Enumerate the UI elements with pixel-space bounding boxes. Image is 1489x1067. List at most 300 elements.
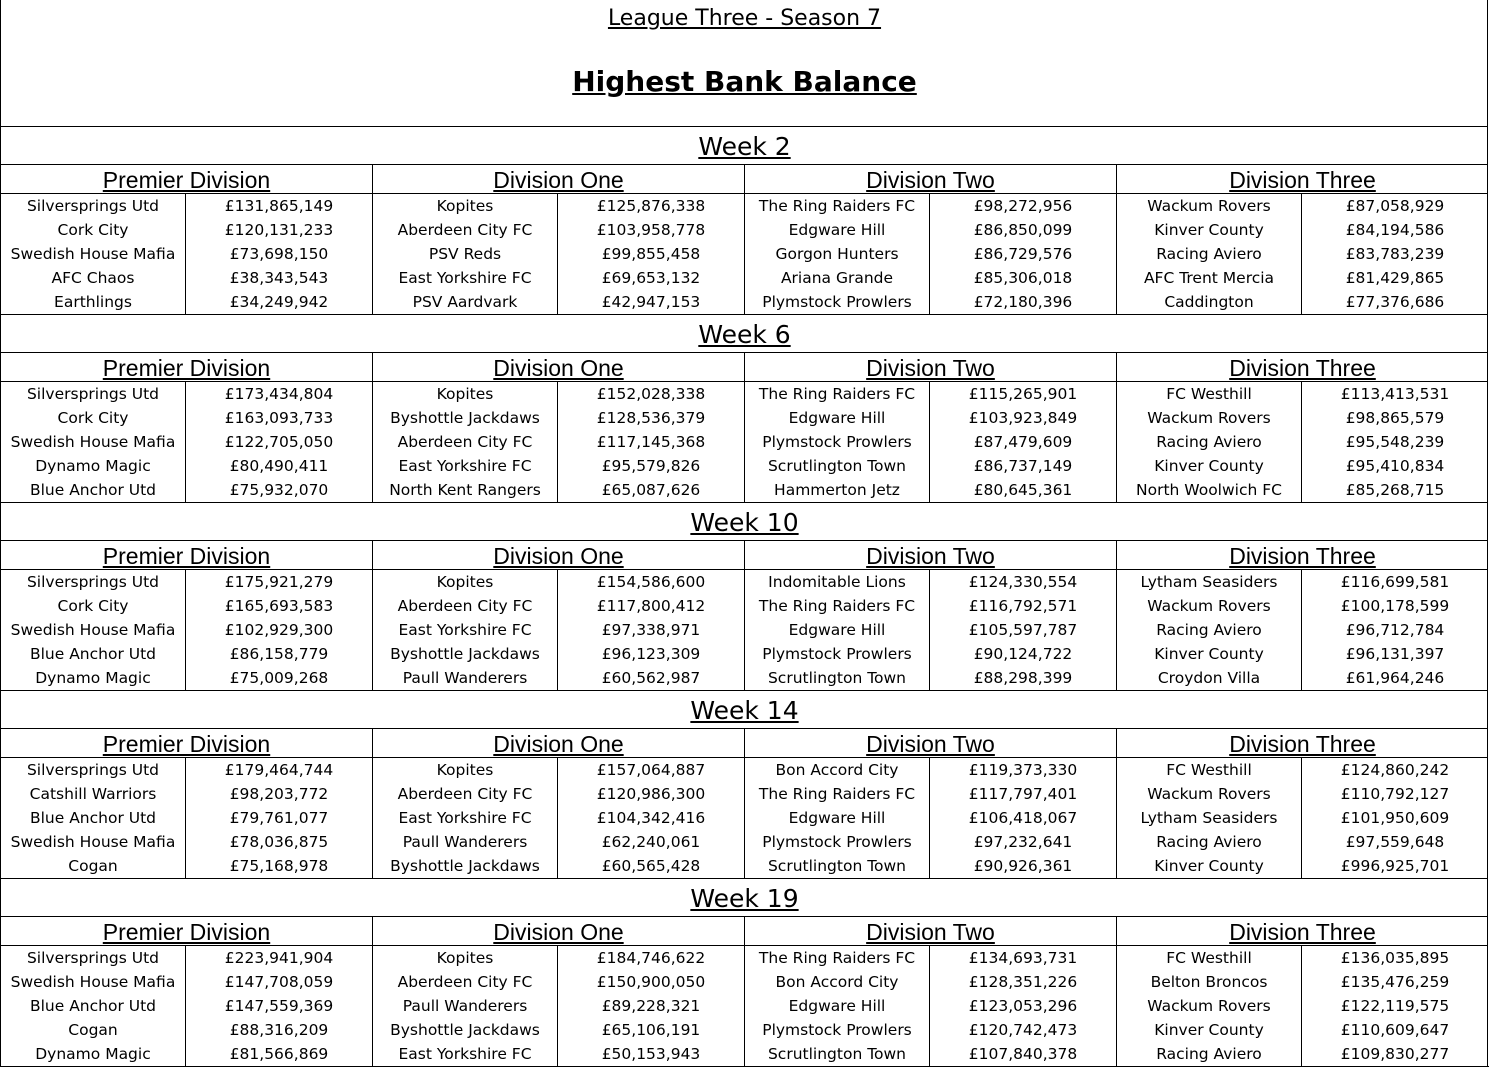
team-name-cell: Paull Wanderers [373, 830, 558, 854]
team-name-cell: East Yorkshire FC [373, 806, 558, 830]
bank-balance-cell: £173,434,804 [224, 385, 334, 403]
table-row [1117, 218, 1488, 242]
team-name-cell: AFC Trent Mercia [1117, 266, 1302, 290]
division-table [1117, 165, 1488, 314]
table-row [373, 242, 744, 266]
table-row [373, 594, 744, 618]
bank-balance-cell: £103,923,849 [968, 409, 1078, 427]
team-name-cell: Wackum Rovers [1117, 782, 1302, 806]
bank-balance-cell: £120,131,233 [224, 221, 334, 239]
week-title [1, 879, 1488, 917]
week-title [1, 315, 1488, 353]
team-name-cell: Kinver County [1117, 854, 1302, 878]
table-row [1, 242, 372, 266]
division-table [1, 541, 373, 690]
table-row [1, 194, 372, 218]
bank-balance-cell: £123,053,296 [968, 997, 1078, 1015]
bank-balance-cell: £147,559,369 [224, 997, 334, 1015]
team-name-cell: Plymstock Prowlers [745, 430, 930, 454]
week-title-text: Week 10 [690, 508, 799, 537]
table-row [373, 830, 744, 854]
team-name-cell: Wackum Rovers [1117, 194, 1302, 218]
bank-balance-cell: £124,860,242 [1340, 761, 1450, 779]
team-name-cell: Swedish House Mafia [1, 430, 186, 454]
team-name-cell: Swedish House Mafia [1, 242, 186, 266]
team-name-cell: Racing Aviero [1117, 830, 1302, 854]
divisions-row [1, 541, 1488, 690]
team-name-cell: The Ring Raiders FC [745, 594, 930, 618]
division-table [1117, 541, 1488, 690]
division-table [1117, 729, 1488, 878]
bank-balance-cell: £154,586,600 [596, 573, 706, 591]
team-name-cell: The Ring Raiders FC [745, 946, 930, 970]
division-table [745, 353, 1117, 502]
bank-balance-cell: £73,698,150 [229, 245, 329, 263]
bank-balance-cell: £116,699,581 [1340, 573, 1450, 591]
bank-balance-cell: £134,693,731 [968, 949, 1078, 967]
bank-balance-cell: £110,609,647 [1340, 1021, 1450, 1039]
team-name-cell: Dynamo Magic [1, 454, 186, 478]
table-row [745, 454, 1116, 478]
table-row [745, 430, 1116, 454]
bank-balance-cell: £83,783,239 [1345, 245, 1445, 263]
bank-balance-cell: £95,410,834 [1345, 457, 1445, 475]
bank-balance-cell: £89,228,321 [601, 997, 701, 1015]
division-name: Premier Division [102, 919, 271, 945]
bank-balance-cell: £179,464,744 [224, 761, 334, 779]
team-name-cell: Scrutlington Town [745, 854, 930, 878]
division-table [373, 165, 745, 314]
week-section [1, 878, 1488, 1066]
table-row [1117, 618, 1488, 642]
team-name-cell: FC Westhill [1117, 758, 1302, 782]
bank-balance-cell: £105,597,787 [968, 621, 1078, 639]
bank-balance-cell: £128,536,379 [596, 409, 706, 427]
division-header [1117, 729, 1488, 758]
bank-balance-cell: £87,479,609 [973, 433, 1073, 451]
weeks-container [1, 126, 1488, 1066]
bank-balance-cell: £135,476,259 [1340, 973, 1450, 991]
team-name-cell: Cogan [1, 854, 186, 878]
table-row [373, 618, 744, 642]
team-name-cell: Bon Accord City [745, 970, 930, 994]
team-name-cell: Kopites [373, 382, 558, 406]
table-row [1, 454, 372, 478]
table-row [1, 782, 372, 806]
team-name-cell: Racing Aviero [1117, 1042, 1302, 1066]
team-name-cell: Aberdeen City FC [373, 782, 558, 806]
bank-balance-cell: £116,792,571 [968, 597, 1078, 615]
table-row [1, 994, 372, 1018]
bank-balance-cell: £175,921,279 [224, 573, 334, 591]
bank-balance-cell: £128,351,226 [968, 973, 1078, 991]
division-header [373, 917, 744, 946]
bank-balance-cell: £120,986,300 [596, 785, 706, 803]
team-name-cell: Aberdeen City FC [373, 430, 558, 454]
division-header [745, 917, 1116, 946]
bank-balance-cell: £96,123,309 [601, 645, 701, 663]
table-row [745, 382, 1116, 406]
table-row [373, 1018, 744, 1042]
bank-balance-cell: £117,800,412 [596, 597, 706, 615]
table-row [373, 218, 744, 242]
team-name-cell: Dynamo Magic [1, 666, 186, 690]
bank-balance-cell: £61,964,246 [1345, 669, 1445, 687]
table-row [1117, 242, 1488, 266]
table-row [1117, 406, 1488, 430]
team-name-cell: North Kent Rangers [373, 478, 558, 502]
division-header [1117, 917, 1488, 946]
bank-balance-cell: £184,746,622 [596, 949, 706, 967]
table-row [1117, 854, 1488, 878]
table-row [373, 970, 744, 994]
team-name-cell: Gorgon Hunters [745, 242, 930, 266]
table-row [1, 806, 372, 830]
team-name-cell: PSV Reds [373, 242, 558, 266]
table-row [745, 666, 1116, 690]
table-row [373, 290, 744, 314]
table-row [373, 642, 744, 666]
team-name-cell: Edgware Hill [745, 406, 930, 430]
bank-balance-cell: £88,298,399 [973, 669, 1073, 687]
team-name-cell: Kinver County [1117, 218, 1302, 242]
team-name-cell: Cork City [1, 594, 186, 618]
table-row [1117, 290, 1488, 314]
table-row [1117, 946, 1488, 970]
team-name-cell: FC Westhill [1117, 382, 1302, 406]
table-row [1, 758, 372, 782]
bank-balance-cell: £107,840,378 [968, 1045, 1078, 1063]
table-row [1117, 782, 1488, 806]
table-row [1, 406, 372, 430]
bank-balance-cell: £88,316,209 [229, 1021, 329, 1039]
page-heading-text: Highest Bank Balance [572, 65, 917, 98]
division-name: Division Two [866, 919, 995, 945]
table-row [1117, 1018, 1488, 1042]
table-row [373, 946, 744, 970]
team-name-cell: Croydon Villa [1117, 666, 1302, 690]
table-row [1117, 994, 1488, 1018]
bank-balance-cell: £75,168,978 [229, 857, 329, 875]
division-header [745, 165, 1116, 194]
bank-balance-cell: £75,932,070 [229, 481, 329, 499]
table-row [1, 1042, 372, 1066]
team-name-cell: Silversprings Utd [1, 758, 186, 782]
bank-balance-cell: £97,232,641 [973, 833, 1073, 851]
team-name-cell: Lytham Seasiders [1117, 570, 1302, 594]
division-header [1, 917, 372, 946]
bank-balance-cell: £163,093,733 [224, 409, 334, 427]
team-name-cell: Kopites [373, 946, 558, 970]
bank-balance-cell: £62,240,061 [601, 833, 701, 851]
bank-balance-cell: £157,064,887 [596, 761, 706, 779]
division-table [745, 729, 1117, 878]
table-row [1117, 454, 1488, 478]
team-name-cell: Wackum Rovers [1117, 994, 1302, 1018]
table-row [1, 666, 372, 690]
divisions-row [1, 917, 1488, 1066]
bank-balance-cell: £86,850,099 [973, 221, 1073, 239]
division-name: Division One [493, 355, 624, 381]
table-row [373, 854, 744, 878]
week-title [1, 503, 1488, 541]
team-name-cell: Edgware Hill [745, 618, 930, 642]
team-name-cell: The Ring Raiders FC [745, 782, 930, 806]
table-row [745, 570, 1116, 594]
table-row [373, 782, 744, 806]
table-row [1, 618, 372, 642]
division-name: Premier Division [102, 355, 271, 381]
team-name-cell: East Yorkshire FC [373, 1042, 558, 1066]
table-row [373, 758, 744, 782]
table-row [1117, 266, 1488, 290]
team-name-cell: Kinver County [1117, 642, 1302, 666]
table-row [1, 430, 372, 454]
team-name-cell: Dynamo Magic [1, 1042, 186, 1066]
team-name-cell: Silversprings Utd [1, 570, 186, 594]
page-title [0, 4, 1489, 34]
team-name-cell: Racing Aviero [1117, 430, 1302, 454]
division-table [745, 541, 1117, 690]
week-title [1, 127, 1488, 165]
table-row [373, 570, 744, 594]
team-name-cell: Swedish House Mafia [1, 618, 186, 642]
table-row [1117, 642, 1488, 666]
week-title-text: Week 2 [698, 132, 791, 161]
bank-balance-cell: £95,579,826 [601, 457, 701, 475]
bank-balance-cell: £99,855,458 [601, 245, 701, 263]
team-name-cell: Catshill Warriors [1, 782, 186, 806]
bank-balance-cell: £102,929,300 [224, 621, 334, 639]
team-name-cell: Wackum Rovers [1117, 406, 1302, 430]
divisions-row [1, 165, 1488, 314]
bank-balance-cell: £34,249,942 [229, 293, 329, 311]
bank-balance-cell: £150,900,050 [596, 973, 706, 991]
division-name: Division Two [866, 167, 995, 193]
division-name: Division Three [1229, 355, 1376, 381]
team-name-cell: Kinver County [1117, 1018, 1302, 1042]
week-title [1, 691, 1488, 729]
division-table [745, 917, 1117, 1066]
bank-balance-cell: £60,565,428 [601, 857, 701, 875]
table-row [1, 290, 372, 314]
table-row [1117, 478, 1488, 502]
division-name: Division One [493, 731, 624, 757]
bank-balance-cell: £81,429,865 [1345, 269, 1445, 287]
bank-balance-cell: £115,265,901 [968, 385, 1078, 403]
team-name-cell: East Yorkshire FC [373, 618, 558, 642]
table-row [1, 266, 372, 290]
table-row [1, 478, 372, 502]
team-name-cell: Aberdeen City FC [373, 970, 558, 994]
table-row [745, 1042, 1116, 1066]
team-name-cell: Kopites [373, 194, 558, 218]
bank-balance-cell: £86,737,149 [973, 457, 1073, 475]
week-section [1, 502, 1488, 690]
division-table [1, 165, 373, 314]
table-row [745, 194, 1116, 218]
division-table [1, 917, 373, 1066]
bank-balance-cell: £110,792,127 [1340, 785, 1450, 803]
division-table [1117, 917, 1488, 1066]
team-name-cell: Cork City [1, 218, 186, 242]
table-row [1117, 806, 1488, 830]
division-table [1, 353, 373, 502]
team-name-cell: Plymstock Prowlers [745, 830, 930, 854]
team-name-cell: Scrutlington Town [745, 666, 930, 690]
team-name-cell: North Woolwich FC [1117, 478, 1302, 502]
bank-balance-cell: £117,797,401 [968, 785, 1078, 803]
team-name-cell: Wackum Rovers [1117, 594, 1302, 618]
table-row [1117, 194, 1488, 218]
table-row [373, 430, 744, 454]
division-name: Division One [493, 919, 624, 945]
table-row [373, 194, 744, 218]
table-row [745, 242, 1116, 266]
division-header [1117, 353, 1488, 382]
bank-balance-cell: £75,009,268 [229, 669, 329, 687]
bank-balance-cell: £78,036,875 [229, 833, 329, 851]
bank-balance-cell: £42,947,153 [601, 293, 701, 311]
page-title-text: League Three - Season 7 [607, 6, 882, 31]
division-name: Division Two [866, 355, 995, 381]
bank-balance-cell: £124,330,554 [968, 573, 1078, 591]
division-header [1117, 165, 1488, 194]
bank-balance-cell: £95,548,239 [1345, 433, 1445, 451]
table-row [1, 382, 372, 406]
team-name-cell: Byshottle Jackdaws [373, 854, 558, 878]
division-header [373, 729, 744, 758]
team-name-cell: Ariana Grande [745, 266, 930, 290]
division-header [1, 541, 372, 570]
week-title-text: Week 6 [698, 320, 791, 349]
table-row [1117, 594, 1488, 618]
team-name-cell: Paull Wanderers [373, 666, 558, 690]
team-name-cell: Byshottle Jackdaws [373, 406, 558, 430]
division-table [1117, 353, 1488, 502]
table-row [373, 266, 744, 290]
division-table [1, 729, 373, 878]
table-row [1117, 970, 1488, 994]
division-header [373, 541, 744, 570]
team-name-cell: Swedish House Mafia [1, 830, 186, 854]
bank-balance-cell: £65,087,626 [601, 481, 701, 499]
division-name: Premier Division [102, 167, 271, 193]
bank-balance-cell: £97,559,648 [1345, 833, 1445, 851]
bank-balance-cell: £38,343,543 [229, 269, 329, 287]
division-name: Division One [493, 167, 624, 193]
table-row [745, 266, 1116, 290]
table-row [1117, 758, 1488, 782]
bank-balance-cell: £117,145,368 [596, 433, 706, 451]
bank-balance-cell: £79,761,077 [229, 809, 329, 827]
division-name: Division One [493, 543, 624, 569]
division-name: Division Two [866, 543, 995, 569]
team-name-cell: Indomitable Lions [745, 570, 930, 594]
team-name-cell: The Ring Raiders FC [745, 194, 930, 218]
bank-balance-cell: £97,338,971 [601, 621, 701, 639]
bank-balance-cell: £122,119,575 [1340, 997, 1450, 1015]
bank-balance-cell: £90,124,722 [973, 645, 1073, 663]
bank-balance-cell: £98,272,956 [973, 197, 1073, 215]
week-title-text: Week 19 [690, 884, 799, 913]
team-name-cell: FC Westhill [1117, 946, 1302, 970]
team-name-cell: Silversprings Utd [1, 946, 186, 970]
bank-balance-cell: £65,106,191 [601, 1021, 701, 1039]
bank-balance-cell: £96,712,784 [1345, 621, 1445, 639]
table-row [745, 970, 1116, 994]
table-row [1117, 830, 1488, 854]
team-name-cell: Blue Anchor Utd [1, 478, 186, 502]
table-row [1, 594, 372, 618]
bank-balance-cell: £80,645,361 [973, 481, 1073, 499]
table-row [1117, 1042, 1488, 1066]
table-row [745, 594, 1116, 618]
table-row [1, 970, 372, 994]
bank-balance-cell: £109,830,277 [1340, 1045, 1450, 1063]
table-row [745, 782, 1116, 806]
bank-balance-cell: £85,268,715 [1345, 481, 1445, 499]
team-name-cell: Racing Aviero [1117, 242, 1302, 266]
division-table [745, 165, 1117, 314]
bank-balance-cell: £80,490,411 [229, 457, 329, 475]
table-row [1, 570, 372, 594]
table-row [745, 218, 1116, 242]
table-row [745, 854, 1116, 878]
bank-balance-cell: £147,708,059 [224, 973, 334, 991]
table-row [373, 382, 744, 406]
bank-balance-cell: £113,413,531 [1340, 385, 1450, 403]
team-name-cell: Edgware Hill [745, 218, 930, 242]
bank-balance-cell: £103,958,778 [596, 221, 706, 239]
team-name-cell: Swedish House Mafia [1, 970, 186, 994]
team-name-cell: Edgware Hill [745, 994, 930, 1018]
division-header [1, 353, 372, 382]
division-header [745, 729, 1116, 758]
team-name-cell: Belton Broncos [1117, 970, 1302, 994]
team-name-cell: Lytham Seasiders [1117, 806, 1302, 830]
table-row [1, 854, 372, 878]
table-row [1, 830, 372, 854]
table-row [1117, 666, 1488, 690]
table-row [1, 946, 372, 970]
division-name: Division Three [1229, 543, 1376, 569]
bank-balance-cell: £223,941,904 [224, 949, 334, 967]
bank-balance-cell: £85,306,018 [973, 269, 1073, 287]
division-header [373, 165, 744, 194]
team-name-cell: Plymstock Prowlers [745, 1018, 930, 1042]
bank-balance-cell: £119,373,330 [968, 761, 1078, 779]
team-name-cell: Silversprings Utd [1, 194, 186, 218]
division-header [745, 353, 1116, 382]
division-name: Premier Division [102, 543, 271, 569]
bank-balance-cell: £125,876,338 [596, 197, 706, 215]
division-header [373, 353, 744, 382]
bank-balance-cell: £86,729,576 [973, 245, 1073, 263]
team-name-cell: Silversprings Utd [1, 382, 186, 406]
table-row [745, 406, 1116, 430]
team-name-cell: Bon Accord City [745, 758, 930, 782]
page-heading [0, 64, 1489, 100]
team-name-cell: Cogan [1, 1018, 186, 1042]
bank-balance-cell: £69,653,132 [601, 269, 701, 287]
divisions-row [1, 353, 1488, 502]
table-row [745, 830, 1116, 854]
team-name-cell: The Ring Raiders FC [745, 382, 930, 406]
team-name-cell: Plymstock Prowlers [745, 290, 930, 314]
team-name-cell: Kinver County [1117, 454, 1302, 478]
division-name: Division Three [1229, 919, 1376, 945]
